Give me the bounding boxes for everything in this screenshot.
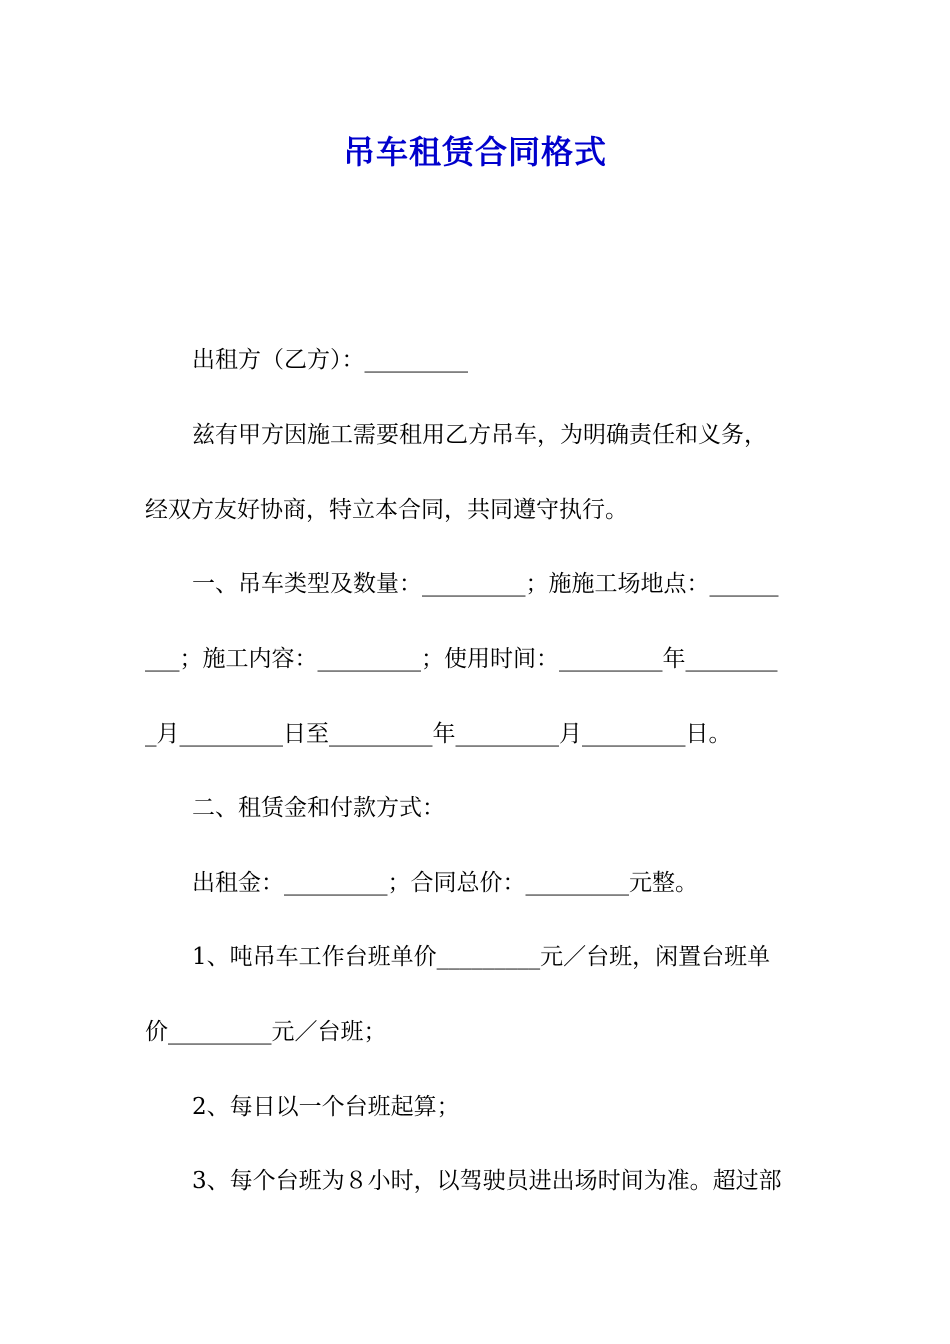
item-3-line: 3、每个台班为８小时，以驾驶员进出场时间为准。超过部 — [192, 1168, 782, 1194]
clause-1-line-1: 一、吊车类型及数量：_________；施施工场地点：______ — [192, 571, 779, 597]
item-1-line-1: 1、吨吊车工作台班单价_________元／台班，闲置台班单 — [192, 944, 771, 970]
rental-amount-line: 出租金：_________；合同总价：_________元整。 — [192, 870, 698, 896]
clause-2-heading: 二、租赁金和付款方式： — [192, 795, 445, 821]
item-2-line: 2、每日以一个台班起算； — [192, 1094, 460, 1120]
item-1-line-2: 价_________元／台班； — [145, 1019, 387, 1045]
intro-paragraph-line-1: 兹有甲方因施工需要租用乙方吊车，为明确责任和义务， — [192, 422, 767, 448]
clause-1-line-3: _月_________日至_________年_________月_________日。 — [145, 721, 732, 747]
clause-1-line-2: ___；施工内容：_________；使用时间：_________年________ — [145, 646, 778, 672]
lessor-line: 出租方（乙方）：_________ — [192, 347, 468, 373]
document-title: 吊车租赁合同格式 — [342, 133, 607, 171]
intro-paragraph-line-2: 经双方友好协商，特立本合同，共同遵守执行。 — [145, 497, 628, 523]
